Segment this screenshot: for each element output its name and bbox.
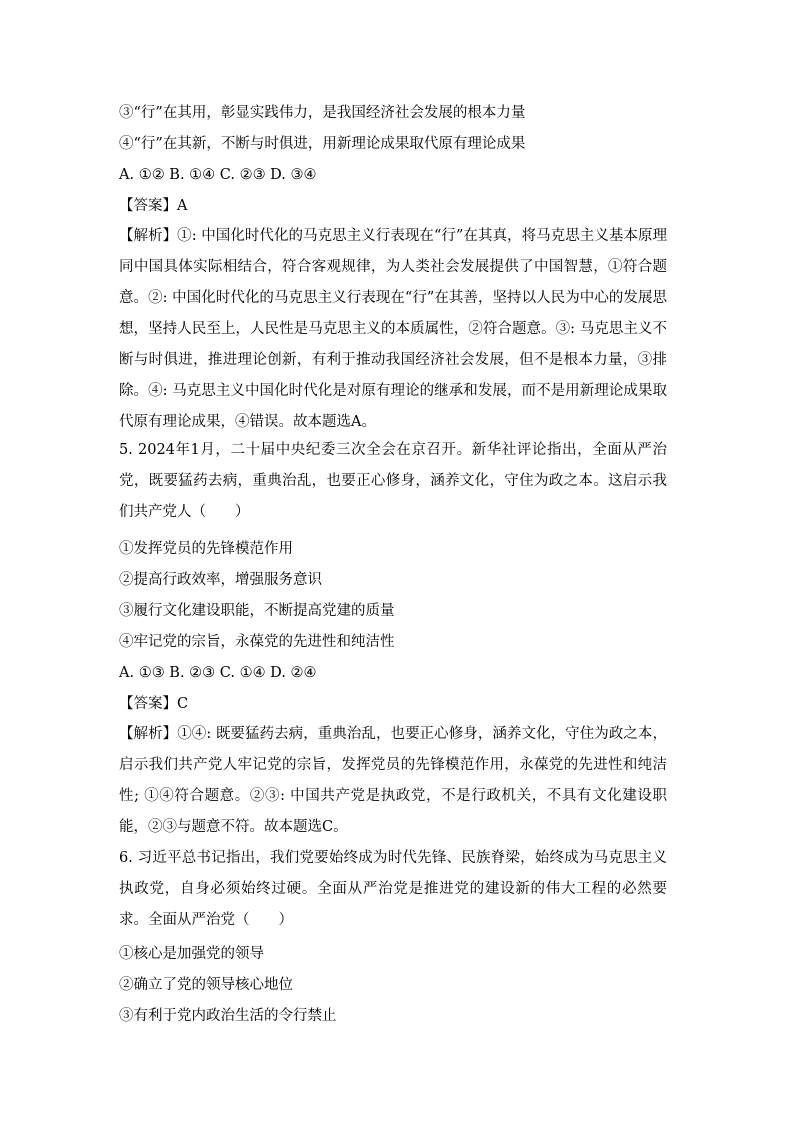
q5-stem: 5. 2024年1月，二十届中央纪委三次全会在京召开。新华社评论指出，全面从严治党，既要猛药去病，重典治乱，也要正心修身，涵养文化，守住为政之本。这启示我们共产党人（ ） — [119, 442, 667, 520]
q4-analysis: 【解析】①: 中国化时代化的马克思主义行表现在“行”在其真，将马克思主义基本原理同中国具体实际相结合，符合客观规律，为人类社会发展提供了中国智慧，①符合题意。②: 中国化时代化的马克思主义行表现在“行”在其善，坚持以人民为中心的发展思想，坚持人民至上，人民性是马克思主义的本质属性，②符合题意。③: 马克思主义不断与时俱进，推进理论创新，有利于推动我国经济社会发展，但不是根本力量，③排除。④: 马克思主义中国化时代化是对原有理论的继承和发展，而不是用新理论成果取代原有理论成果，④错误。故本题选A。 — [119, 228, 667, 430]
q6-option-3: ③有利于党内政治生活的令行禁止 — [119, 1008, 337, 1024]
q5-option-1: ①发挥党员的先锋模范作用 — [119, 541, 293, 557]
q4-choices: A. ①② B. ①④ C. ②③ D. ③④ — [119, 167, 317, 183]
q6-option-1: ①核心是加强党的领导 — [119, 946, 264, 962]
q4-option-4: ④“行”在其新，不断与时俱进，用新理论成果取代原有理论成果 — [119, 136, 526, 152]
q4-option-3: ③“行”在其用，彰显实践伟力，是我国经济社会发展的根本力量 — [119, 105, 526, 121]
q5-answer: 【答案】C — [119, 696, 189, 712]
q5-option-4: ④牢记党的宗旨，永葆党的先进性和纯洁性 — [119, 634, 395, 650]
q5-option-3: ③履行文化建设职能，不断提高党建的质量 — [119, 603, 395, 619]
q5-option-2: ②提高行政效率，增强服务意识 — [119, 572, 322, 588]
q6-option-2: ②确立了党的领导核心地位 — [119, 977, 293, 993]
q6-stem: 6. 习近平总书记指出，我们党要始终成为时代先锋、民族脊梁，始终成为马克思主义执政党，自身必须始终过硬。全面从严治党是推进党的建设新的伟大工程的必然要求。全面从严治党（ ） — [119, 850, 667, 928]
q5-choices: A. ①③ B. ②③ C. ①④ D. ②④ — [119, 665, 317, 681]
q5-analysis: 【解析】①④: 既要猛药去病，重典治乱，也要正心修身，涵养文化，守住为政之本，启示我们共产党人牢记党的宗旨，发挥党员的先锋模范作用，永葆党的先进性和纯洁性; ①④符合题意。②③: 中国共产党是执政党，不是行政机关，不具有文化建设职能，②③与题意不符。故本题选C。 — [119, 726, 667, 835]
q4-answer: 【答案】A — [119, 198, 188, 214]
